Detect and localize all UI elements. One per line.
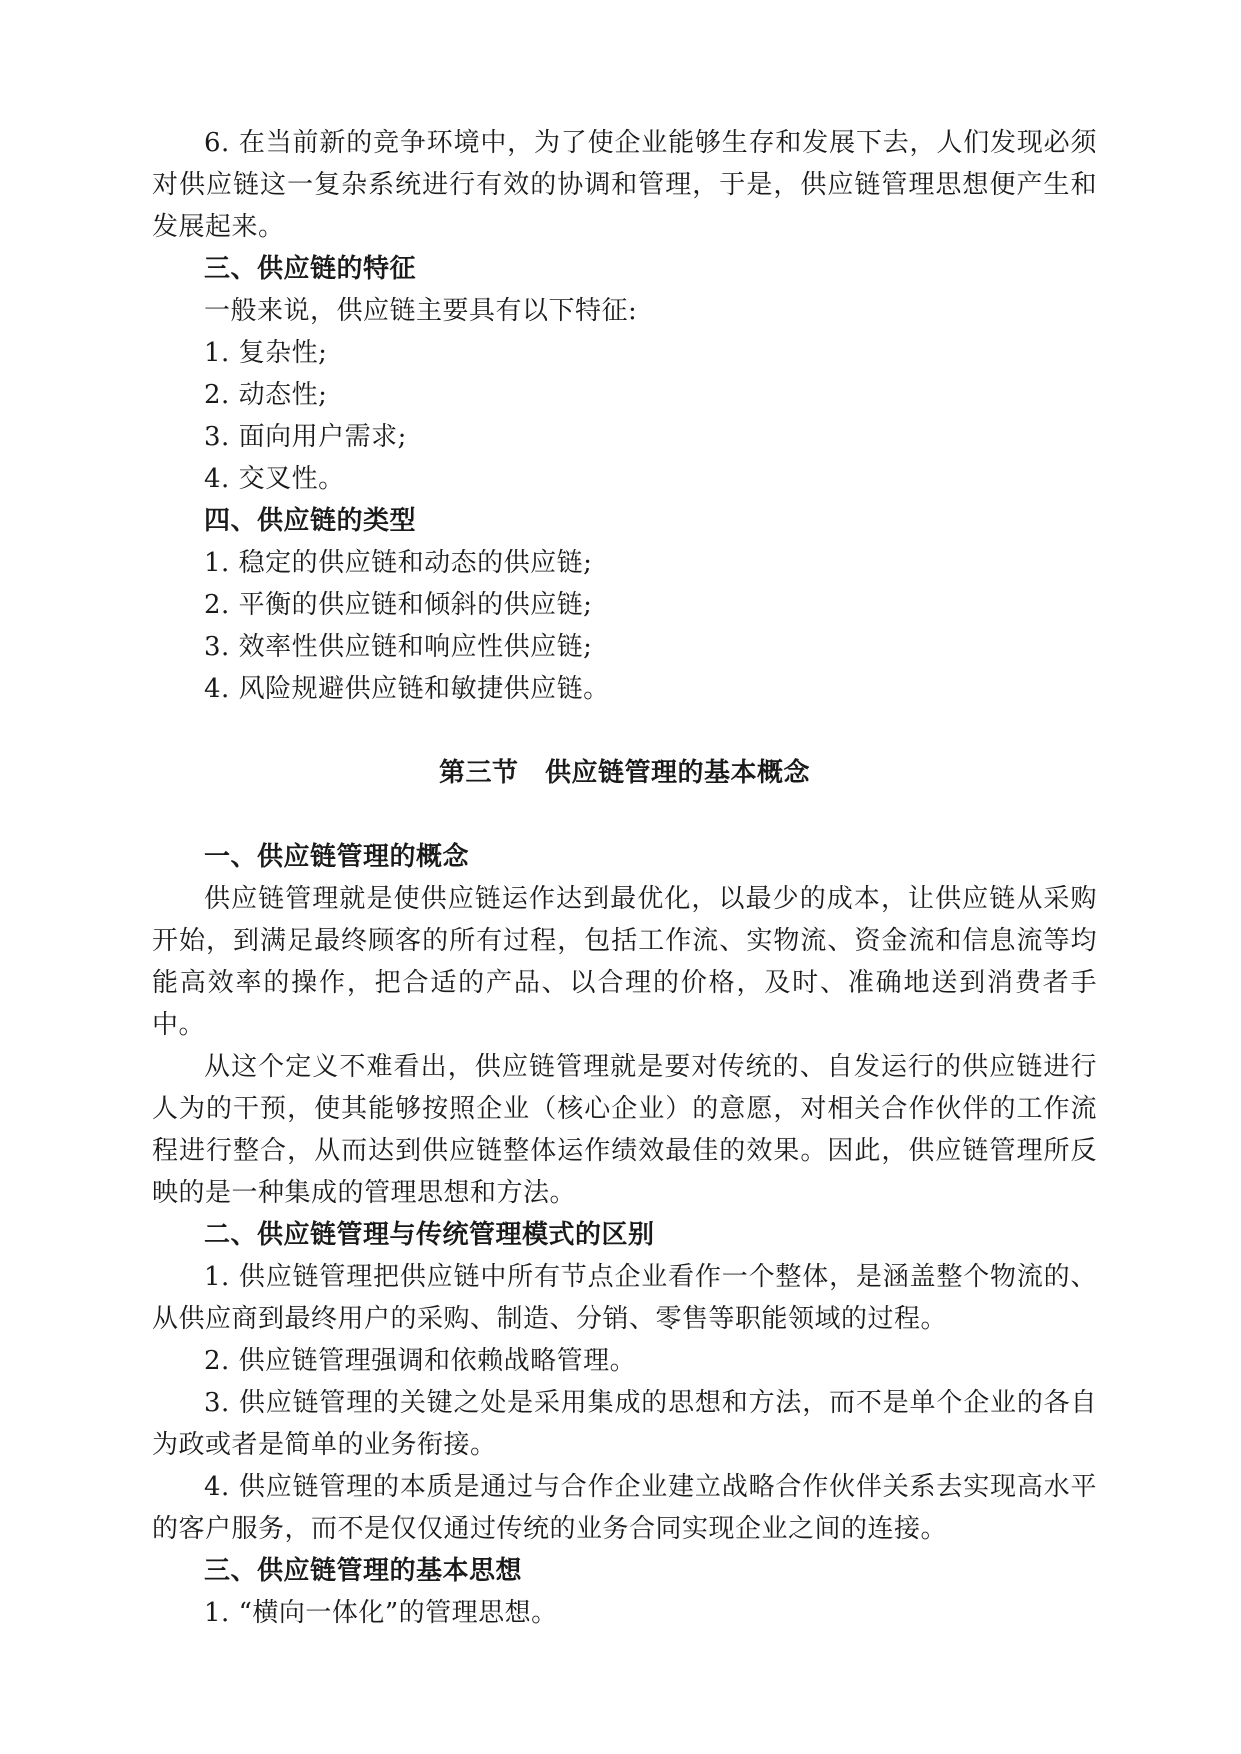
type-item-2: 2. 平衡的供应链和倾斜的供应链; bbox=[204, 590, 593, 620]
paragraph-item-6: 6. 在当前新的竞争环境中，为了使企业能够生存和发展下去，人们发现必须对供应链这一复杂系统进行有效的协调和管理，于是，供应链管理思想便产生和发展起来。 bbox=[152, 128, 1097, 242]
feature-item-3: 3. 面向用户需求; bbox=[204, 422, 407, 452]
concept-paragraph-2: 从这个定义不难看出，供应链管理就是要对传统的、自发运行的供应链进行人为的干预，使其能够按照企业（核心企业）的意愿，对相关合作伙伴的工作流程进行整合，从而达到供应链整体运作绩效最佳的效果。因此，供应链管理所反映的是一种集成的管理思想和方法。 bbox=[152, 1052, 1097, 1208]
difference-item-2: 2. 供应链管理强调和依赖战略管理。 bbox=[204, 1346, 637, 1376]
features-intro: 一般来说，供应链主要具有以下特征: bbox=[204, 296, 638, 326]
type-item-4: 4. 风险规避供应链和敏捷供应链。 bbox=[204, 674, 610, 704]
heading-difference: 二、供应链管理与传统管理模式的区别 bbox=[204, 1220, 655, 1250]
type-item-3: 3. 效率性供应链和响应性供应链; bbox=[204, 632, 593, 662]
difference-item-1: 1. 供应链管理把供应链中所有节点企业看作一个整体，是涵盖整个物流的、从供应商到最终用户的采购、制造、分销、零售等职能领域的过程。 bbox=[152, 1262, 1097, 1334]
heading-ideas: 三、供应链管理的基本思想 bbox=[204, 1556, 523, 1586]
difference-item-4: 4. 供应链管理的本质是通过与合作企业建立战略合作伙伴关系去实现高水平的客户服务，而不是仅仅通过传统的业务合同实现企业之间的连接。 bbox=[152, 1472, 1097, 1544]
heading-types: 四、供应链的类型 bbox=[204, 506, 417, 536]
section-title: 第三节 供应链管理的基本概念 bbox=[438, 758, 810, 788]
type-item-1: 1. 稳定的供应链和动态的供应链; bbox=[204, 548, 593, 578]
feature-item-4: 4. 交叉性。 bbox=[204, 464, 345, 494]
concept-paragraph-1: 供应链管理就是使供应链运作达到最优化，以最少的成本，让供应链从采购开始，到满足最终顾客的所有过程，包括工作流、实物流、资金流和信息流等均能高效率的操作，把合适的产品、以合理的价格，及时、准确地送到消费者手中。 bbox=[152, 884, 1097, 1040]
difference-item-3: 3. 供应链管理的关键之处是采用集成的思想和方法，而不是单个企业的各自为政或者是简单的业务衔接。 bbox=[152, 1388, 1097, 1460]
page-content bbox=[152, 122, 1097, 1634]
heading-concept: 一、供应链管理的概念 bbox=[204, 842, 470, 872]
idea-item-1: 1. “横向一体化”的管理思想。 bbox=[204, 1598, 558, 1628]
feature-item-2: 2. 动态性; bbox=[204, 380, 328, 410]
heading-features: 三、供应链的特征 bbox=[204, 254, 417, 284]
feature-item-1: 1. 复杂性; bbox=[204, 338, 328, 368]
